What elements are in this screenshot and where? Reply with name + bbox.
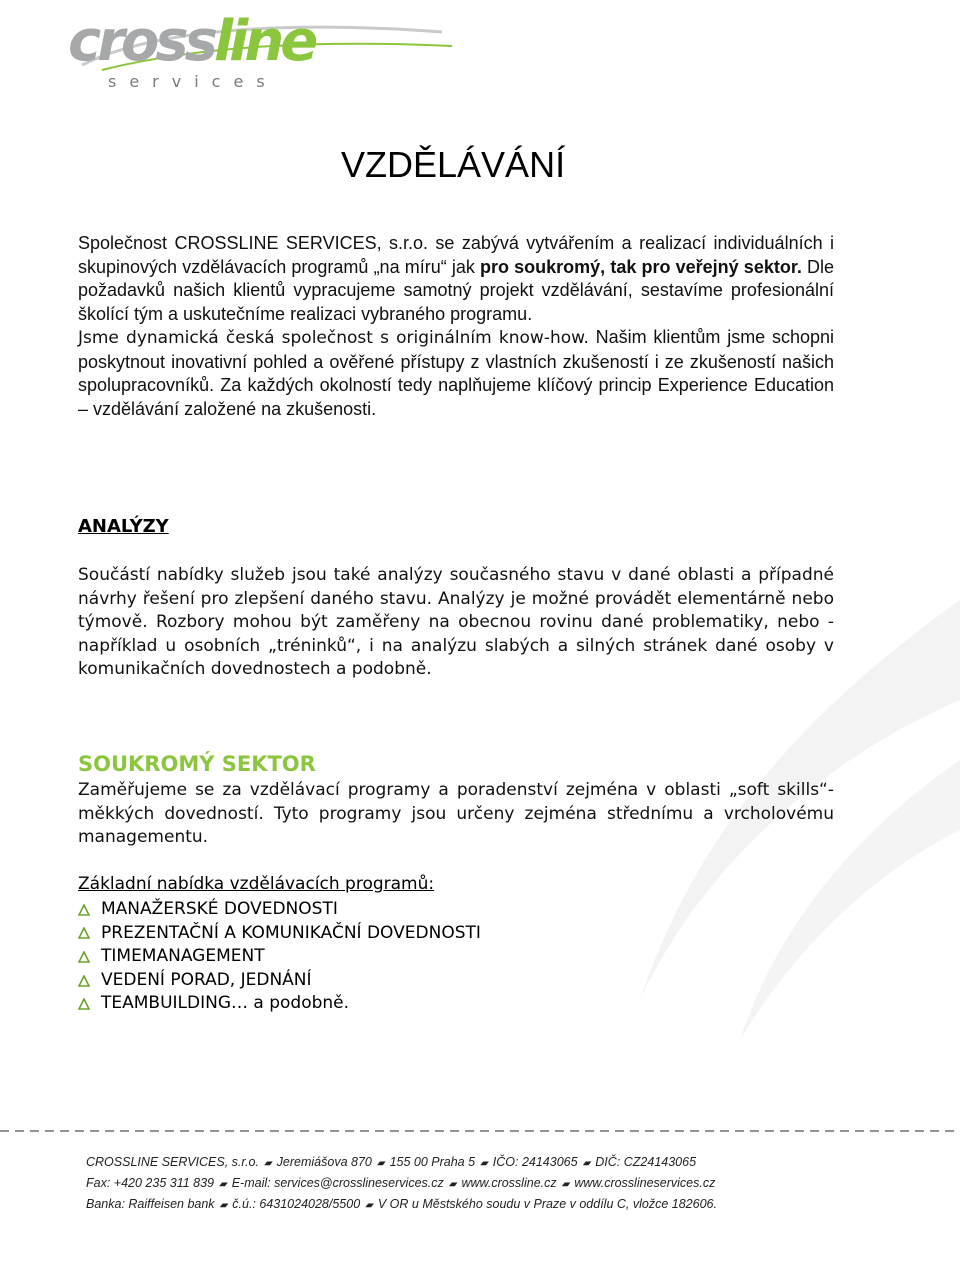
footer-line-1 (86, 1152, 717, 1173)
offer-heading: Základní nabídka vzdělávacích programů: (78, 874, 435, 894)
footer-line-2 (86, 1173, 717, 1194)
soukromy-sektor-heading: SOUKROMÝ SEKTOR (78, 752, 316, 776)
crossline-logo (62, 10, 462, 100)
triangle-outline-icon (78, 904, 90, 916)
intro-paragraph (78, 232, 834, 421)
footer-web-1: www.crossline.cz (461, 1176, 557, 1190)
triangle-outline-icon (78, 975, 90, 987)
offer-item-label: VEDENÍ PORAD, JEDNÁNÍ (101, 969, 312, 990)
separator-icon: ▰ (376, 1158, 385, 1169)
footer-street: Jeremiášova 870 (276, 1155, 372, 1169)
intro-text-4: Našim klientům jsme schopni poskytnout inovativní pohled a ověřené přístupy z vlastních zkušeností i ze zkušeností našich spolupracovníků. (78, 327, 835, 395)
analyzy-heading: ANALÝZY (78, 516, 169, 537)
triangle-outline-icon (78, 927, 90, 939)
intro-bold-text: pro soukromý, tak pro veřejný sektor. (480, 256, 802, 277)
list-item (78, 969, 481, 993)
footer-fax: Fax: +420 235 311 839 (86, 1176, 214, 1190)
separator-icon: ▰ (365, 1200, 373, 1211)
offer-list (78, 898, 481, 1016)
soukromy-sektor-paragraph: Zaměřujeme se za vzdělávací programy a poradenství zejména v oblasti „soft skills“- měkkých dovedností. Tyto programy jsou určeny zejména střednímu a vrcholovému managementu. (78, 780, 834, 848)
separator-icon: ▰ (219, 1200, 228, 1211)
footer-register: V OR u Městského soudu v Praze v oddílu C, vložce 182606. (377, 1197, 717, 1211)
list-item (78, 922, 481, 946)
intro-text-5: Za každých okolností tedy naplňujeme klíčový princip Experience Education – vzdělávání založené na zkušenosti. (78, 375, 834, 419)
footer-line-3 (86, 1194, 717, 1215)
logo-subtitle: services (108, 72, 278, 91)
logo-word-line: line (213, 9, 315, 74)
offer-item-label: TEAMBUILDING… a podobně. (101, 993, 350, 1014)
separator-icon: ▰ (561, 1179, 570, 1190)
footer-bank: Banka: Raiffeisen bank (86, 1197, 215, 1211)
footer-city: 155 00 Praha 5 (389, 1155, 476, 1169)
triangle-outline-icon (78, 998, 90, 1010)
logo-wordmark (68, 9, 315, 74)
analyzy-paragraph: Součástí nabídky služeb jsou také analýzy současného stavu v dané oblasti a případné návrhy řešení pro zlepšení daného stavu. Analýzy je možné provádět elementárně nebo týmově. Rozbory mohou být zaměřeny na obecnou rovinu dané problematiky, nebo - například u osobních „tréninků“, i na analýzu slabých a silných stránek dané osoby v komunikačních dovednostech a podobně. (78, 565, 834, 680)
separator-icon: ▰ (480, 1158, 488, 1169)
footer-company: CROSSLINE SERVICES, s.r.o. (86, 1155, 259, 1169)
list-item (78, 992, 481, 1016)
intro-text-2: Dle požadavků našich klientů vypracujeme samotný projekt vzdělávání, sestavíme profesionální školící tým a uskutečníme realizaci vybraného programu. (78, 256, 834, 324)
footer-account: č.ú.: 6431024028/5500 (232, 1197, 361, 1211)
separator-icon: ▰ (448, 1179, 457, 1190)
separator-icon: ▰ (263, 1158, 272, 1169)
separator-icon: ▰ (582, 1158, 591, 1169)
offer-item-label: TIMEMANAGEMENT (101, 946, 265, 967)
list-item (78, 898, 481, 922)
footer-web-2: www.crosslineservices.cz (574, 1176, 716, 1190)
footer-divider (0, 1130, 960, 1132)
logo-word-cross: cross (68, 9, 214, 74)
list-item (78, 945, 481, 969)
offer-item-label: MANAŽERSKÉ DOVEDNOSTI (101, 899, 338, 919)
intro-text-3: Jsme dynamická česká společnost s originálním know-how. (78, 328, 589, 348)
offer-item-label: PREZENTAČNÍ A KOMUNIKAČNÍ DOVEDNOSTI (101, 922, 481, 943)
footer-dic: DIČ: CZ24143065 (595, 1155, 697, 1169)
footer-email: E-mail: services@crosslineservices.cz (231, 1176, 444, 1190)
triangle-outline-icon (78, 951, 90, 963)
separator-icon: ▰ (219, 1179, 227, 1190)
page-title: VZDĚLÁVÁNÍ (341, 144, 566, 185)
footer (86, 1152, 717, 1215)
intro-text-1: Společnost CROSSLINE SERVICES, s.r.o. se zabývá vytvářením a realizací individuálních i skupinových vzdělávacích programů „na míru“ jak (78, 233, 834, 277)
footer-ico: IČO: 24143065 (492, 1155, 578, 1169)
